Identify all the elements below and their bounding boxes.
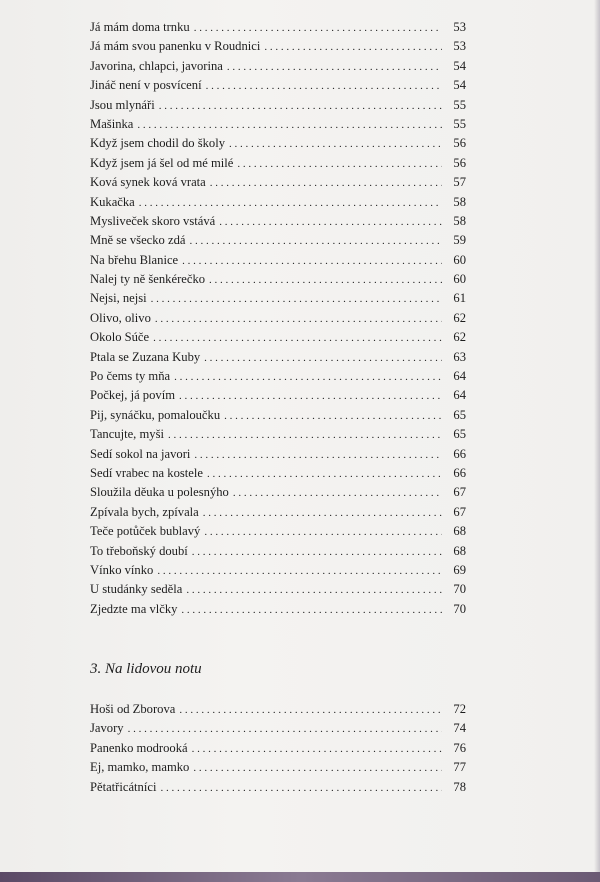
toc-entry-title: Ptala se Zuzana Kuby — [90, 349, 201, 364]
toc-entry — [90, 464, 466, 483]
toc-entry-title: Sedí sokol na javori — [90, 446, 191, 461]
toc-entry — [90, 270, 466, 289]
dot-leader — [194, 446, 442, 464]
toc-entry — [90, 348, 466, 367]
toc-entry-title: Javory — [90, 721, 124, 736]
section-heading: 3. Na lidovou notu — [90, 661, 202, 677]
toc-entry-title: Zpívala bych, zpívala — [90, 504, 199, 519]
dot-leader — [157, 562, 442, 580]
toc-entry-title: Pij, synáčku, pomaloučku — [90, 407, 221, 422]
dot-leader — [139, 194, 442, 212]
toc-entry-page-number: 65 — [453, 407, 466, 422]
dot-leader — [210, 174, 442, 192]
dot-leader — [233, 484, 442, 502]
toc-entry-page-number: 66 — [453, 446, 466, 461]
toc-entry-title: Ková synek ková vrata — [90, 175, 206, 190]
toc-entry — [90, 778, 466, 797]
toc-entry-title: Sedí vrabec na kostele — [90, 465, 203, 480]
toc-entry — [90, 193, 466, 212]
toc-entry-title: Panenko modrooká — [90, 740, 188, 755]
toc-entry — [90, 522, 466, 541]
toc-entry — [90, 483, 466, 502]
dot-leader — [204, 523, 442, 541]
toc-entry-title: Počkej, já povím — [90, 388, 175, 403]
toc-entry-title: Jináč není v posvícení — [90, 78, 202, 93]
dot-leader — [153, 329, 442, 347]
toc-entry-page-number: 59 — [453, 233, 466, 248]
toc-entry — [90, 37, 466, 56]
toc-entry-title: Když jsem chodil do školy — [90, 136, 226, 151]
dot-leader — [151, 290, 442, 308]
toc-list-songs — [90, 18, 466, 619]
dot-leader — [189, 232, 442, 250]
dot-leader — [204, 349, 442, 367]
toc-entry-page-number: 74 — [453, 721, 466, 736]
toc-entry — [90, 700, 466, 719]
toc-entry — [90, 758, 466, 777]
dot-leader — [174, 368, 442, 386]
toc-entry-page-number: 56 — [453, 136, 466, 151]
toc-entry — [90, 76, 466, 95]
toc-entry-page-number: 70 — [453, 601, 466, 616]
toc-entry-title: Nejsi, nejsi — [90, 291, 147, 306]
toc-entry-page-number: 62 — [453, 310, 466, 325]
toc-entry-page-number: 54 — [453, 58, 466, 73]
dot-leader — [168, 426, 442, 444]
toc-entry — [90, 115, 466, 134]
toc-entry-page-number: 69 — [453, 562, 466, 577]
toc-entry-page-number: 68 — [453, 524, 466, 539]
dot-leader — [182, 252, 442, 270]
toc-entry-title: Mašinka — [90, 116, 134, 131]
toc-entry-title: Já mám doma trnku — [90, 20, 190, 34]
dot-leader — [207, 465, 442, 483]
toc-entry — [90, 386, 466, 405]
dot-leader — [237, 155, 442, 173]
dot-leader — [219, 213, 442, 231]
dot-leader — [128, 720, 442, 738]
toc-entry-title: Vínko vínko — [90, 562, 154, 577]
toc-entry — [90, 212, 466, 231]
toc-entry — [90, 231, 466, 250]
toc-entry-page-number: 61 — [453, 291, 466, 306]
toc-entry-page-number: 56 — [453, 155, 466, 170]
toc-entry-page-number: 60 — [453, 272, 466, 287]
dot-leader — [179, 701, 442, 719]
toc-entry — [90, 445, 466, 464]
toc-entry-title: Javorina, chlapci, javorina — [90, 58, 223, 73]
toc-entry-page-number: 58 — [453, 194, 466, 209]
toc-entry-page-number: 67 — [453, 504, 466, 519]
toc-entry-title: Tancujte, myši — [90, 427, 164, 442]
dot-leader — [206, 77, 442, 95]
dot-leader — [181, 601, 442, 619]
toc-entry-title: Nalej ty ně šenkérečko — [90, 272, 206, 287]
page-edge-shadow — [594, 0, 600, 882]
toc-entry-page-number: 62 — [453, 330, 466, 345]
dot-leader — [227, 58, 442, 76]
toc-entry-title: Já mám svou panenku v Roudnici — [90, 39, 261, 54]
dot-leader — [203, 504, 442, 522]
toc-entry-title: Po čems ty mňa — [90, 369, 171, 384]
toc-entry-title: Pětatřicátníci — [90, 779, 157, 794]
toc-entry-title: Mysliveček skoro vstává — [90, 213, 216, 228]
toc-entry — [90, 739, 466, 758]
toc-entry-title: Teče potůček bublavý — [90, 524, 201, 539]
toc-entry — [90, 154, 466, 173]
dot-leader — [192, 740, 442, 758]
toc-entry-title: Když jsem já šel od mé milé — [90, 155, 234, 170]
toc-entry-page-number: 64 — [453, 369, 466, 384]
dot-leader — [155, 310, 442, 328]
toc-entry — [90, 309, 466, 328]
toc-entry-page-number: 55 — [453, 97, 466, 112]
dot-leader — [264, 38, 442, 56]
toc-entry — [90, 96, 466, 115]
dot-leader — [209, 271, 442, 289]
toc-entry-title: To třeboňský doubí — [90, 543, 188, 558]
toc-entry — [90, 251, 466, 270]
toc-entry — [90, 134, 466, 153]
dot-leader — [193, 759, 442, 777]
dot-leader — [137, 116, 442, 134]
toc-entry — [90, 289, 466, 308]
toc-entry-title: Okolo Súče — [90, 330, 150, 345]
toc-entry-title: Na břehu Blanice — [90, 252, 179, 267]
toc-entry-page-number: 70 — [453, 582, 466, 597]
dot-leader — [179, 387, 442, 405]
toc-entry-page-number: 67 — [453, 485, 466, 500]
toc-entry-title: Mně se všecko zdá — [90, 233, 186, 248]
toc-entry-title: Zjedzte ma vlčky — [90, 601, 178, 616]
toc-entry — [90, 503, 466, 522]
dot-leader — [229, 135, 442, 153]
toc-entry-title: Olivo, olivo — [90, 310, 151, 325]
toc-entry-page-number: 77 — [453, 760, 466, 775]
toc-entry-page-number: 58 — [453, 213, 466, 228]
toc-entry — [90, 719, 466, 738]
toc-entry — [90, 57, 466, 76]
dot-leader — [186, 581, 442, 599]
toc-entry-page-number: 55 — [453, 116, 466, 131]
dot-leader — [192, 543, 442, 561]
toc-entry — [90, 367, 466, 386]
toc-entry-title: U studánky seděla — [90, 582, 183, 597]
toc-entry-page-number: 53 — [453, 39, 466, 54]
toc-entry — [90, 406, 466, 425]
toc-entry-page-number: 54 — [453, 78, 466, 93]
toc-entry-page-number: 63 — [453, 349, 466, 364]
toc-entry — [90, 542, 466, 561]
toc-entry — [90, 425, 466, 444]
toc-entry-page-number: 76 — [453, 740, 466, 755]
toc-list-na-lidovou-notu — [90, 700, 466, 797]
toc-entry-title: Sloužila děuka u polesnýho — [90, 485, 229, 500]
toc-entry-page-number: 53 — [453, 20, 466, 34]
underlying-page-strip — [0, 872, 600, 882]
dot-leader — [194, 19, 442, 37]
toc-entry-page-number: 66 — [453, 465, 466, 480]
toc-entry-page-number: 65 — [453, 427, 466, 442]
toc-entry-title: Hoši od Zborova — [90, 702, 176, 716]
toc-entry-page-number: 78 — [453, 779, 466, 794]
toc-entry-page-number: 68 — [453, 543, 466, 558]
toc-entry-title: Ej, mamko, mamko — [90, 760, 190, 775]
dot-leader — [160, 779, 442, 797]
toc-entry — [90, 18, 466, 37]
toc-entry-page-number: 60 — [453, 252, 466, 267]
dot-leader — [224, 407, 442, 425]
toc-entry-page-number: 72 — [453, 702, 466, 716]
dot-leader — [159, 97, 442, 115]
toc-entry — [90, 173, 466, 192]
toc-entry-title: Kukačka — [90, 194, 135, 209]
toc-entry-page-number: 64 — [453, 388, 466, 403]
toc-entry-title: Jsou mlynáři — [90, 97, 155, 112]
toc-entry — [90, 600, 466, 619]
toc-entry-page-number: 57 — [453, 175, 466, 190]
toc-entry — [90, 561, 466, 580]
toc-entry — [90, 580, 466, 599]
toc-entry — [90, 328, 466, 347]
